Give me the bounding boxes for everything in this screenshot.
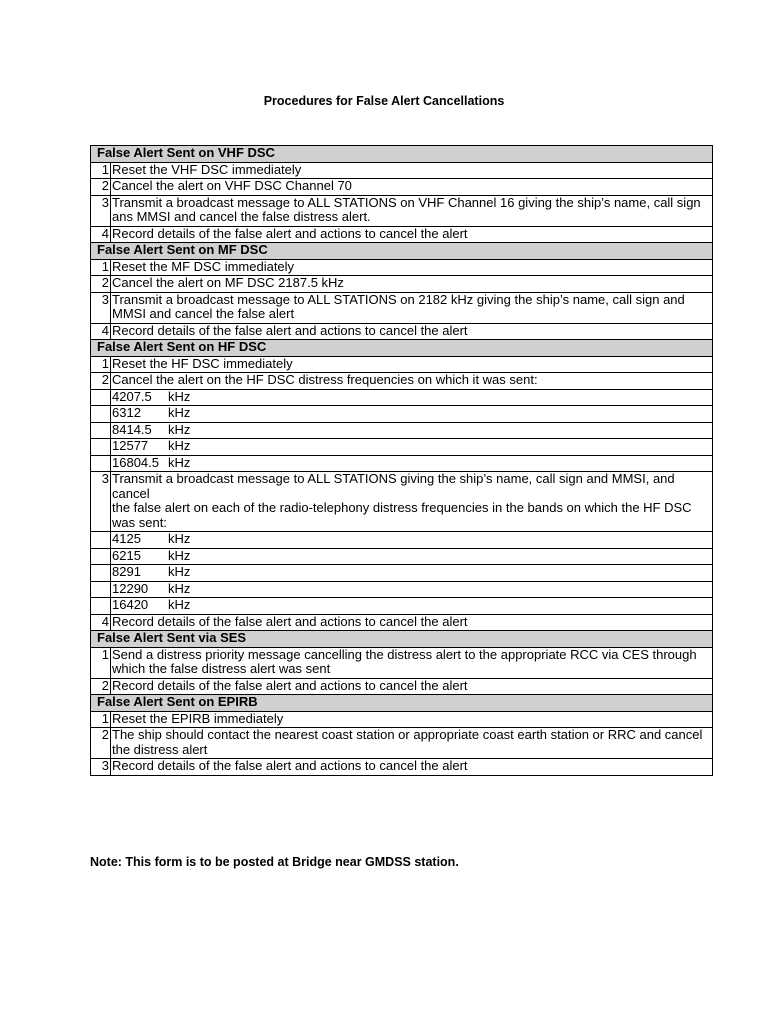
table-row — [91, 226, 713, 243]
table-row — [91, 455, 713, 472]
table-row — [91, 472, 713, 532]
table-row — [91, 323, 713, 340]
step-text: Reset the HF DSC immediately — [112, 355, 293, 371]
step-text: Reset the EPIRB immediately — [112, 710, 284, 726]
table-row — [91, 162, 713, 179]
step-text: Transmit a broadcast message to ALL STATIONS giving the ship’s name, call sign and MMSI, and cancel — [112, 471, 675, 501]
section-heading: False Alert Sent on EPIRB — [91, 695, 713, 712]
step-number: 2 — [91, 276, 111, 293]
frequency-value: 4207.5 — [112, 388, 152, 404]
step-number: 3 — [91, 292, 111, 323]
step-number — [91, 581, 111, 598]
step-text: Transmit a broadcast message to ALL STATIONS on VHF Channel 16 giving the ship’s name, call sign ans MMSI and cancel the false distress alert. — [112, 194, 701, 224]
frequency-cell — [111, 406, 713, 423]
table-row — [91, 532, 713, 549]
section-header-row — [91, 340, 713, 357]
section-header-row — [91, 695, 713, 712]
step-number — [91, 389, 111, 406]
step-number — [91, 406, 111, 423]
step-text: Reset the MF DSC immediately — [112, 258, 295, 274]
frequency-unit: kHz — [168, 405, 191, 420]
section-heading: False Alert Sent on HF DSC — [91, 340, 713, 357]
step-text: Record details of the false alert and actions to cancel the alert — [112, 225, 468, 241]
step-text-cell — [111, 323, 713, 340]
frequency-unit: kHz — [168, 388, 191, 404]
frequency-value: 12577 — [112, 438, 149, 453]
table-row — [91, 728, 713, 759]
step-number: 2 — [91, 678, 111, 695]
section-heading: False Alert Sent on MF DSC — [91, 243, 713, 260]
page-title: Procedures for False Alert Cancellations — [263, 94, 505, 108]
step-text-cell — [111, 259, 713, 276]
step-text-cell — [111, 711, 713, 728]
step-text-cell — [111, 759, 713, 776]
frequency-cell — [111, 548, 713, 565]
frequency-unit: kHz — [168, 547, 191, 563]
frequency-unit: kHz — [168, 580, 191, 596]
frequency-value: 4125 — [112, 531, 141, 546]
step-text: Cancel the alert on VHF DSC Channel 70 — [112, 178, 352, 193]
table-row — [91, 548, 713, 565]
section-heading: False Alert Sent on VHF DSC — [91, 146, 713, 163]
procedures-table — [90, 145, 713, 776]
table-row — [91, 356, 713, 373]
step-number: 2 — [91, 179, 111, 196]
step-number: 1 — [91, 162, 111, 179]
step-text-cell — [111, 356, 713, 373]
frequency-value: 16804.5 — [112, 454, 159, 470]
step-text: Cancel the alert on MF DSC 2187.5 kHz — [112, 275, 344, 290]
step-text-continued: the false alert on each of the radio-telephony distress frequencies in the bands on which the HF DSC was sent: — [112, 500, 692, 530]
step-number — [91, 565, 111, 582]
step-text: The ship should contact the nearest coast station or appropriate coast earth station or RRC and cancel the distress alert — [112, 727, 703, 757]
frequency-unit: kHz — [168, 597, 191, 612]
frequency-unit: kHz — [168, 531, 191, 546]
frequency-value: 12290 — [112, 580, 149, 596]
step-number — [91, 598, 111, 615]
step-number: 1 — [91, 259, 111, 276]
step-text-cell — [111, 226, 713, 243]
step-number — [91, 532, 111, 549]
posting-note: Note: This form is to be posted at Bridge near GMDSS station. — [90, 855, 459, 869]
frequency-unit: kHz — [168, 454, 191, 470]
step-number: 1 — [91, 711, 111, 728]
step-text-cell — [111, 472, 713, 532]
frequency-value: 16420 — [112, 597, 149, 612]
step-text-cell — [111, 647, 713, 678]
step-text: Send a distress priority message cancelling the distress alert to the appropriate RCC via CES through which the false distress alert was sent — [112, 646, 697, 676]
step-text-cell — [111, 614, 713, 631]
step-number — [91, 439, 111, 456]
frequency-value: 6312 — [112, 405, 141, 420]
step-number: 3 — [91, 472, 111, 532]
step-text: Record details of the false alert and actions to cancel the alert — [112, 677, 468, 693]
step-text-cell — [111, 373, 713, 390]
table-row — [91, 678, 713, 695]
section-header-row — [91, 146, 713, 163]
step-number: 3 — [91, 195, 111, 226]
table-row — [91, 276, 713, 293]
frequency-cell — [111, 581, 713, 598]
step-number: 2 — [91, 728, 111, 759]
step-number — [91, 422, 111, 439]
table-row — [91, 422, 713, 439]
table-row — [91, 259, 713, 276]
step-text: Record details of the false alert and actions to cancel the alert — [112, 322, 468, 338]
step-number — [91, 455, 111, 472]
table-row — [91, 759, 713, 776]
frequency-unit: kHz — [168, 564, 191, 579]
step-text-cell — [111, 678, 713, 695]
step-text: Cancel the alert on the HF DSC distress frequencies on which it was sent: — [112, 372, 538, 387]
step-number — [91, 548, 111, 565]
table-row — [91, 711, 713, 728]
frequency-value: 8291 — [112, 564, 141, 579]
frequency-cell — [111, 422, 713, 439]
frequency-cell — [111, 389, 713, 406]
frequency-cell — [111, 455, 713, 472]
frequency-cell — [111, 565, 713, 582]
section-heading: False Alert Sent via SES — [91, 631, 713, 648]
step-text: Record details of the false alert and actions to cancel the alert — [112, 758, 468, 773]
step-number: 4 — [91, 226, 111, 243]
step-text-cell — [111, 276, 713, 293]
frequency-cell — [111, 598, 713, 615]
table-row — [91, 292, 713, 323]
step-number: 3 — [91, 759, 111, 776]
table-row — [91, 406, 713, 423]
step-text: Record details of the false alert and actions to cancel the alert — [112, 613, 468, 629]
table-row — [91, 195, 713, 226]
step-text-cell — [111, 292, 713, 323]
step-number: 2 — [91, 373, 111, 390]
step-text: Transmit a broadcast message to ALL STATIONS on 2182 kHz giving the ship’s name, call sign and MMSI and cancel the false alert — [112, 291, 685, 321]
section-header-row — [91, 243, 713, 260]
step-text: Reset the VHF DSC immediately — [112, 161, 302, 177]
table-row — [91, 598, 713, 615]
frequency-value: 8414.5 — [112, 421, 152, 437]
step-number: 1 — [91, 356, 111, 373]
table-row — [91, 581, 713, 598]
section-header-row — [91, 631, 713, 648]
step-text-cell — [111, 728, 713, 759]
procedures-table-body — [91, 146, 713, 776]
frequency-unit: kHz — [168, 438, 191, 453]
table-row — [91, 179, 713, 196]
table-row — [91, 389, 713, 406]
table-row — [91, 373, 713, 390]
step-text-cell — [111, 195, 713, 226]
table-row — [91, 439, 713, 456]
step-number: 4 — [91, 323, 111, 340]
frequency-cell — [111, 439, 713, 456]
step-text-cell — [111, 162, 713, 179]
step-number: 4 — [91, 614, 111, 631]
table-row — [91, 565, 713, 582]
frequency-unit: kHz — [168, 421, 191, 437]
frequency-cell — [111, 532, 713, 549]
table-row — [91, 647, 713, 678]
table-row — [91, 614, 713, 631]
step-text-cell — [111, 179, 713, 196]
step-number: 1 — [91, 647, 111, 678]
frequency-value: 6215 — [112, 547, 141, 563]
